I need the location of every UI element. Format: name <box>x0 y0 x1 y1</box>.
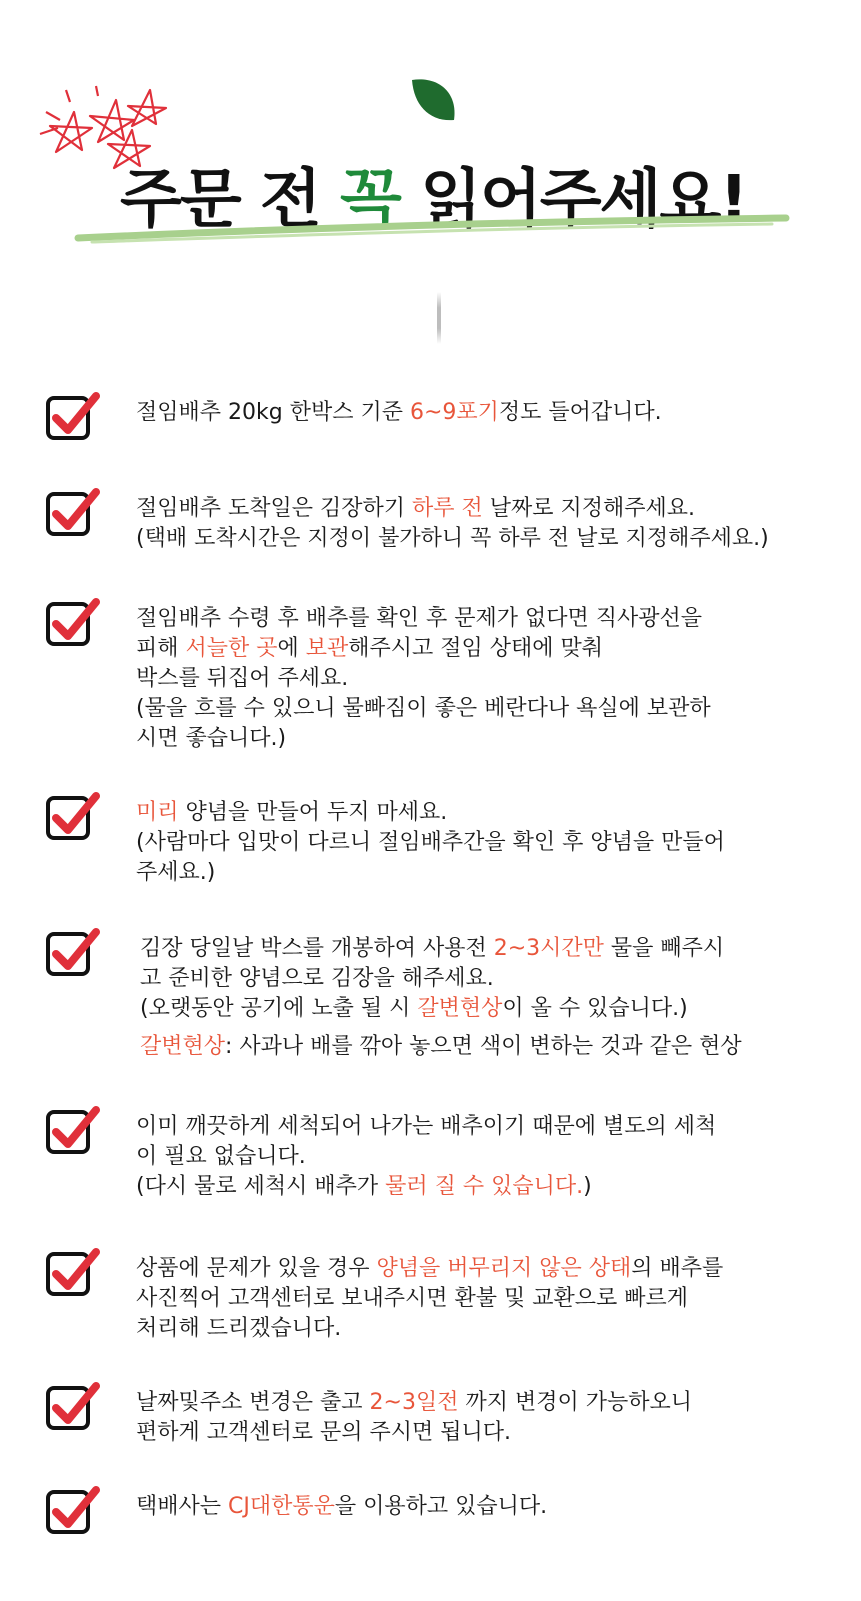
notice-line <box>136 604 711 634</box>
notice-line <box>136 858 725 888</box>
highlight-text: 갈변현상 <box>140 1034 226 1059</box>
notice-line <box>136 1254 723 1284</box>
body-text: 날짜및주소 변경은 출고 <box>136 1390 370 1415</box>
highlight-text: 하루 전 <box>412 496 483 521</box>
notice-line <box>136 828 725 858</box>
divider <box>437 292 441 344</box>
notice-line <box>140 994 742 1024</box>
notice-line <box>136 524 769 554</box>
notice-line <box>136 1418 692 1448</box>
checkbox-checked-icon <box>44 1248 102 1300</box>
notice-line <box>136 1112 716 1142</box>
notice-line <box>140 934 742 964</box>
body-text: 상품에 문제가 있을 경우 <box>136 1256 377 1281</box>
highlight-text: 갈변현상 <box>417 996 503 1021</box>
notice-line <box>136 664 711 694</box>
body-text: 정도 들어갑니다. <box>498 400 662 425</box>
checkbox-checked-icon <box>44 488 102 540</box>
highlight-text: 물러 질 수 있습니다. <box>385 1174 584 1199</box>
notice-text <box>136 1388 692 1448</box>
body-text: 이 필요 없습니다. <box>136 1144 306 1169</box>
body-text: 에 <box>277 636 306 661</box>
body-text: (택배 도착시간은 지정이 불가하니 꼭 하루 전 날로 지정해주세요.) <box>136 526 769 551</box>
notice-line <box>136 398 662 428</box>
body-text: 물을 빼주시 <box>603 936 725 961</box>
brush-underline <box>72 212 792 248</box>
body-text: ) <box>583 1174 592 1199</box>
body-text: 절임배추 20kg 한박스 기준 <box>136 400 410 425</box>
highlight-text: 2~3시간만 <box>493 936 604 961</box>
body-text: 양념을 만들어 두지 마세요. <box>178 800 448 825</box>
highlight-text: 2~3일전 <box>369 1390 459 1415</box>
notice-line <box>136 798 725 828</box>
checkbox-checked-icon <box>44 1486 102 1538</box>
highlight-text: 미리 <box>136 800 179 825</box>
body-text: 사진찍어 고객센터로 보내주시면 환불 및 교환으로 빠르게 <box>136 1286 689 1311</box>
notice-text <box>136 1254 723 1344</box>
highlight-text: 양념을 버무리지 않은 상태 <box>376 1256 632 1281</box>
notice-text <box>140 934 742 1062</box>
notice-text <box>136 494 769 554</box>
notice-text <box>136 1492 547 1522</box>
checkbox-checked-icon <box>44 1382 102 1434</box>
notice-text <box>136 398 662 428</box>
notice-line <box>140 1032 742 1062</box>
notice-line <box>136 634 711 664</box>
notice-line <box>140 964 742 994</box>
notice-line <box>136 1388 692 1418</box>
body-text: (오랫동안 공기에 노출 될 시 <box>140 996 418 1021</box>
body-text: 처리해 드리겠습니다. <box>136 1316 342 1341</box>
body-text: 이 올 수 있습니다.) <box>502 996 688 1021</box>
body-text: 해주시고 절임 상태에 맞춰 <box>348 636 604 661</box>
notice-line <box>136 1314 723 1344</box>
highlight-text: 보관 <box>305 636 349 661</box>
highlight-text: CJ대한통운 <box>228 1494 335 1519</box>
highlight-text: 6~9포기 <box>409 400 499 425</box>
title-suffix: 읽어주세요! <box>399 163 747 237</box>
body-text: 의 배추를 <box>631 1256 724 1281</box>
notice-line <box>136 1492 547 1522</box>
page-header <box>0 0 861 270</box>
notice-text <box>136 604 711 754</box>
body-text: 날짜로 지정해주세요. <box>482 496 696 521</box>
checkbox-checked-icon <box>44 392 102 444</box>
body-text: (사람마다 입맛이 다르니 절임배추간을 확인 후 양념을 만들어 <box>136 830 725 855</box>
body-text: 피해 <box>136 636 186 661</box>
body-text: (물을 흐를 수 있으니 물빠짐이 좋은 베란다나 욕실에 보관하 <box>136 696 711 721</box>
checkbox-checked-icon <box>44 598 102 650</box>
title-accent: 꼭 <box>340 163 400 237</box>
leaf-icon <box>408 76 460 126</box>
notice-line <box>136 494 769 524</box>
body-text: 이미 깨끗하게 세척되어 나가는 배추이기 때문에 별도의 세척 <box>136 1114 717 1139</box>
body-text: 김장 당일날 박스를 개봉하여 사용전 <box>140 936 494 961</box>
body-text: 택배사는 <box>136 1494 229 1519</box>
notice-text <box>136 798 725 888</box>
body-text: 편하게 고객센터로 문의 주시면 됩니다. <box>136 1420 511 1445</box>
checkbox-checked-icon <box>44 792 102 844</box>
notice-text <box>136 1112 716 1202</box>
body-text: 절임배추 도착일은 김장하기 <box>136 496 413 521</box>
body-text: 절임배추 수령 후 배추를 확인 후 문제가 없다면 직사광선을 <box>136 606 702 631</box>
notice-line <box>136 724 711 754</box>
body-text: 까지 변경이 가능하오니 <box>458 1390 692 1415</box>
body-text: 시면 좋습니다.) <box>136 726 287 751</box>
highlight-text: 서늘한 곳 <box>185 636 278 661</box>
checkbox-checked-icon <box>44 928 102 980</box>
notice-line <box>136 694 711 724</box>
body-text: 고 준비한 양념으로 김장을 해주세요. <box>140 966 494 991</box>
body-text: 박스를 뒤집어 주세요. <box>136 666 349 691</box>
notice-line <box>136 1284 723 1314</box>
body-text: : 사과나 배를 깎아 놓으면 색이 변하는 것과 같은 현상 <box>225 1034 742 1059</box>
checkbox-checked-icon <box>44 1106 102 1158</box>
body-text: 주세요.) <box>136 860 216 885</box>
notice-line <box>136 1172 716 1202</box>
notice-line <box>136 1142 716 1172</box>
title-prefix: 주문 전 <box>120 163 341 237</box>
body-text: (다시 물로 세척시 배추가 <box>136 1174 386 1199</box>
body-text: 을 이용하고 있습니다. <box>334 1494 548 1519</box>
